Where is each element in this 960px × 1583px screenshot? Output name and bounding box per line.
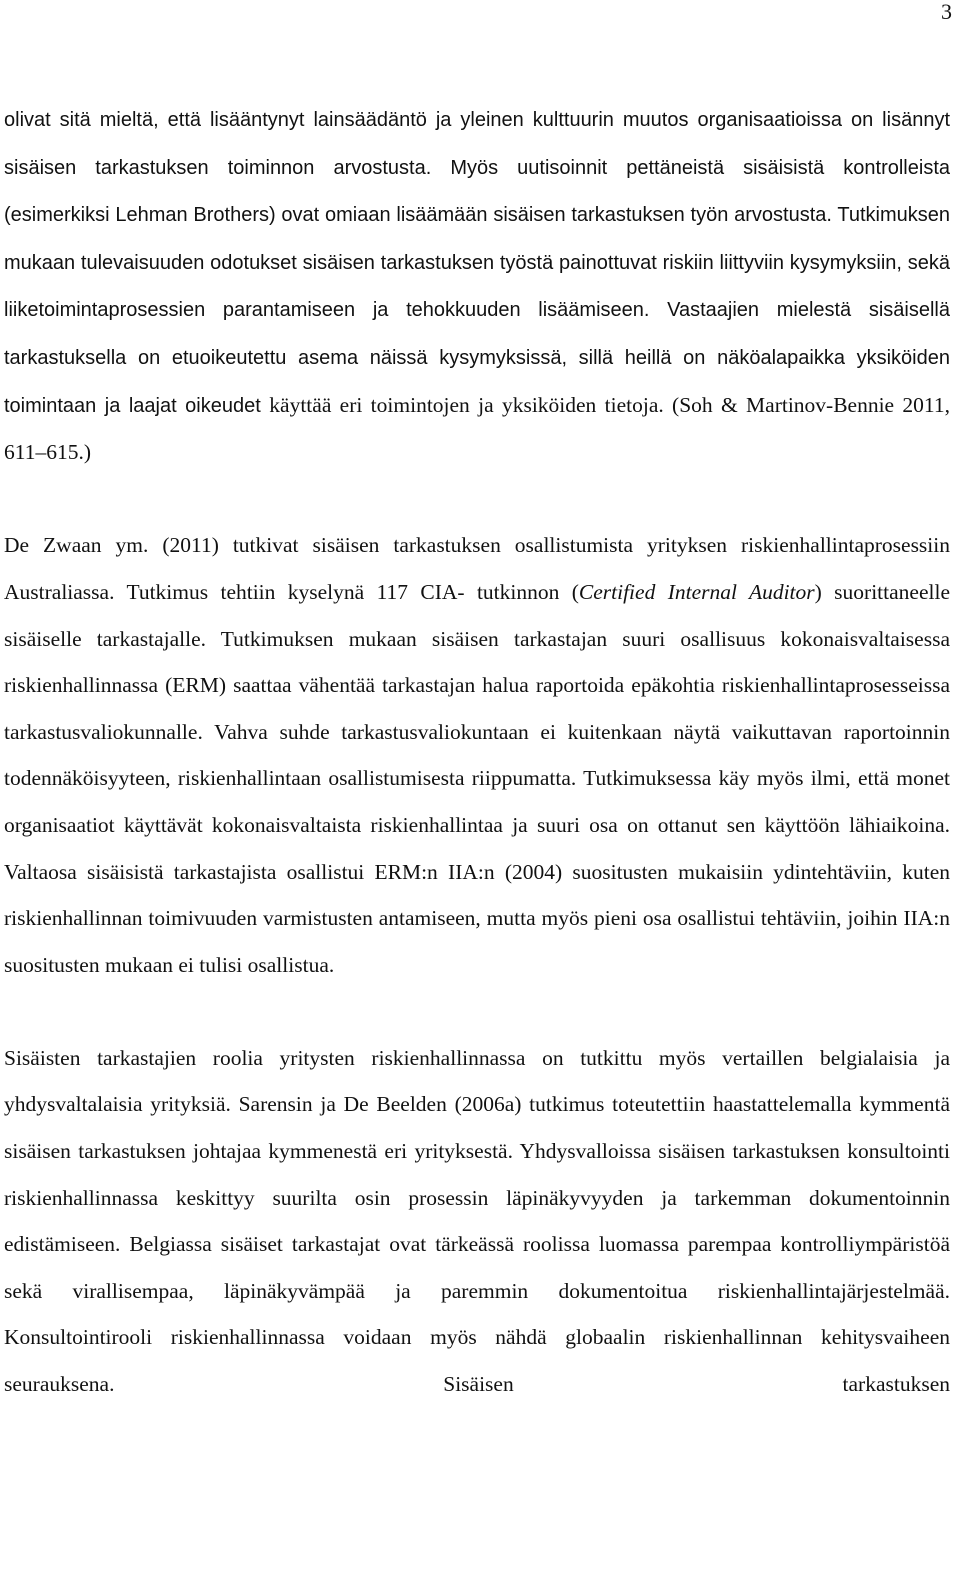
paragraph-2-text-end: ) suorittaneelle sisäiselle tarkastajalle. Tutkimuksen mukaan sisäisen tarkastajan suuri osallisuus kokonaisvaltaisessa riskienhallinnassa (ERM) saattaa vähentää tarkastajan halua raportoida epäkohtia riskienhallintaprosesseissa tarkastusvaliokunnalle. Vahva suhde tarkastusvaliokuntaan ei kuitenkaan näytä vaikuttavan raportoinnin todennäköisyyteen, riskienhallintaan osallistumisesta riippumatta. Tutkimuksessa käy myös ilmi, että monet organisaatiot käyttävät kokonaisvaltaista riskienhallintaa ja suuri osa on ottanut sen käyttöön lähiaikoina. Valtaosa sisäisistä tarkastajista osallistui ERM:n IIA:n (2004) suositusten mukaisiin ydintehtäviin, kuten riskienhallinnan toimivuuden varmistusten antamiseen, mutta myös pieni osa osallistui tehtäviin, joihin IIA:n suositusten mukaan ei tulisi osallistua. — [4, 579, 950, 977]
paragraph-3-text: Sisäisten tarkastajien roolia yritysten riskienhallinnassa on tutkittu myös vertaillen belgialaisia ja yhdysvaltalaisia yrityksiä. Sarensin ja De Beelden (2006a) tutkimus toteutettiin haastattelemalla kymmentä sisäisen tarkastuksen johtajaa kymmenestä eri yrityksestä. Yhdysvalloissa sisäisen tarkastuksen konsultointi riskienhallinnassa keskittyy suurilta osin prosessin läpinäkyvyyden ja tarkemman dokumentoinnin edistämiseen. Belgiassa sisäiset tarkastajat ovat tärkeässä roolissa luomassa parempaa kontrolliympäristöä sekä virallisempaa, läpinäkyvämpää ja paremmin dokumentoitua riskienhallintajärjestelmää. Konsultointirooli riskienhallinnassa voidaan myös nähdä globaalin riskienhallinnan kehitysvaiheen seurauksena. Sisäisen tarkastuksen — [4, 1045, 950, 1397]
paragraph-3 — [4, 1035, 950, 1408]
certified-internal-auditor-term: Certified Internal Auditor — [578, 579, 815, 604]
paragraph-2 — [4, 522, 950, 988]
document-body — [4, 96, 950, 1408]
paragraph-1-sans-text: olivat sitä mieltä, että lisääntynyt lainsäädäntö ja yleinen kulttuurin muutos organisaatioissa on lisännyt sisäisen tarkastuksen toiminnon arvostusta. Myös uutisoinnit pettäneistä sisäisistä kontrolleista (esimerkiksi Lehman Brothers) ovat omiaan lisäämään sisäisen tarkastuksen työn arvostusta. Tutkimuksen mukaan tulevaisuuden odotukset sisäisen tarkastuksen työstä painottuvat riskiin liittyviin kysymyksiin, sekä liiketoimintaprosessien parantamiseen ja tehokkuuden lisäämiseen. Vastaajien mielestä sisäisellä tarkastuksella on etuoikeutettu asema näissä kysymyksissä, sillä heillä on näköalapaikka yksiköiden toimintaan ja laajat oikeudet — [4, 109, 950, 417]
paragraph-spacer — [4, 476, 950, 523]
paragraph-1 — [4, 96, 950, 476]
page-number: 3 — [941, 0, 952, 24]
paragraph-2-text-start: De Zwaan ym. (2011) tutkivat sisäisen tarkastuksen osallistumista yrityksen riskienhallintaprosessiin Australiassa. Tutkimus tehtiin kyselynä 117 CIA- tutkinnon ( — [4, 533, 950, 604]
paragraph-1-serif-text: käyttää eri toimintojen ja yksiköiden tietoja. (Soh & Martinov-Bennie 2011, 611–615.) — [4, 392, 951, 465]
paragraph-spacer — [4, 988, 950, 1035]
